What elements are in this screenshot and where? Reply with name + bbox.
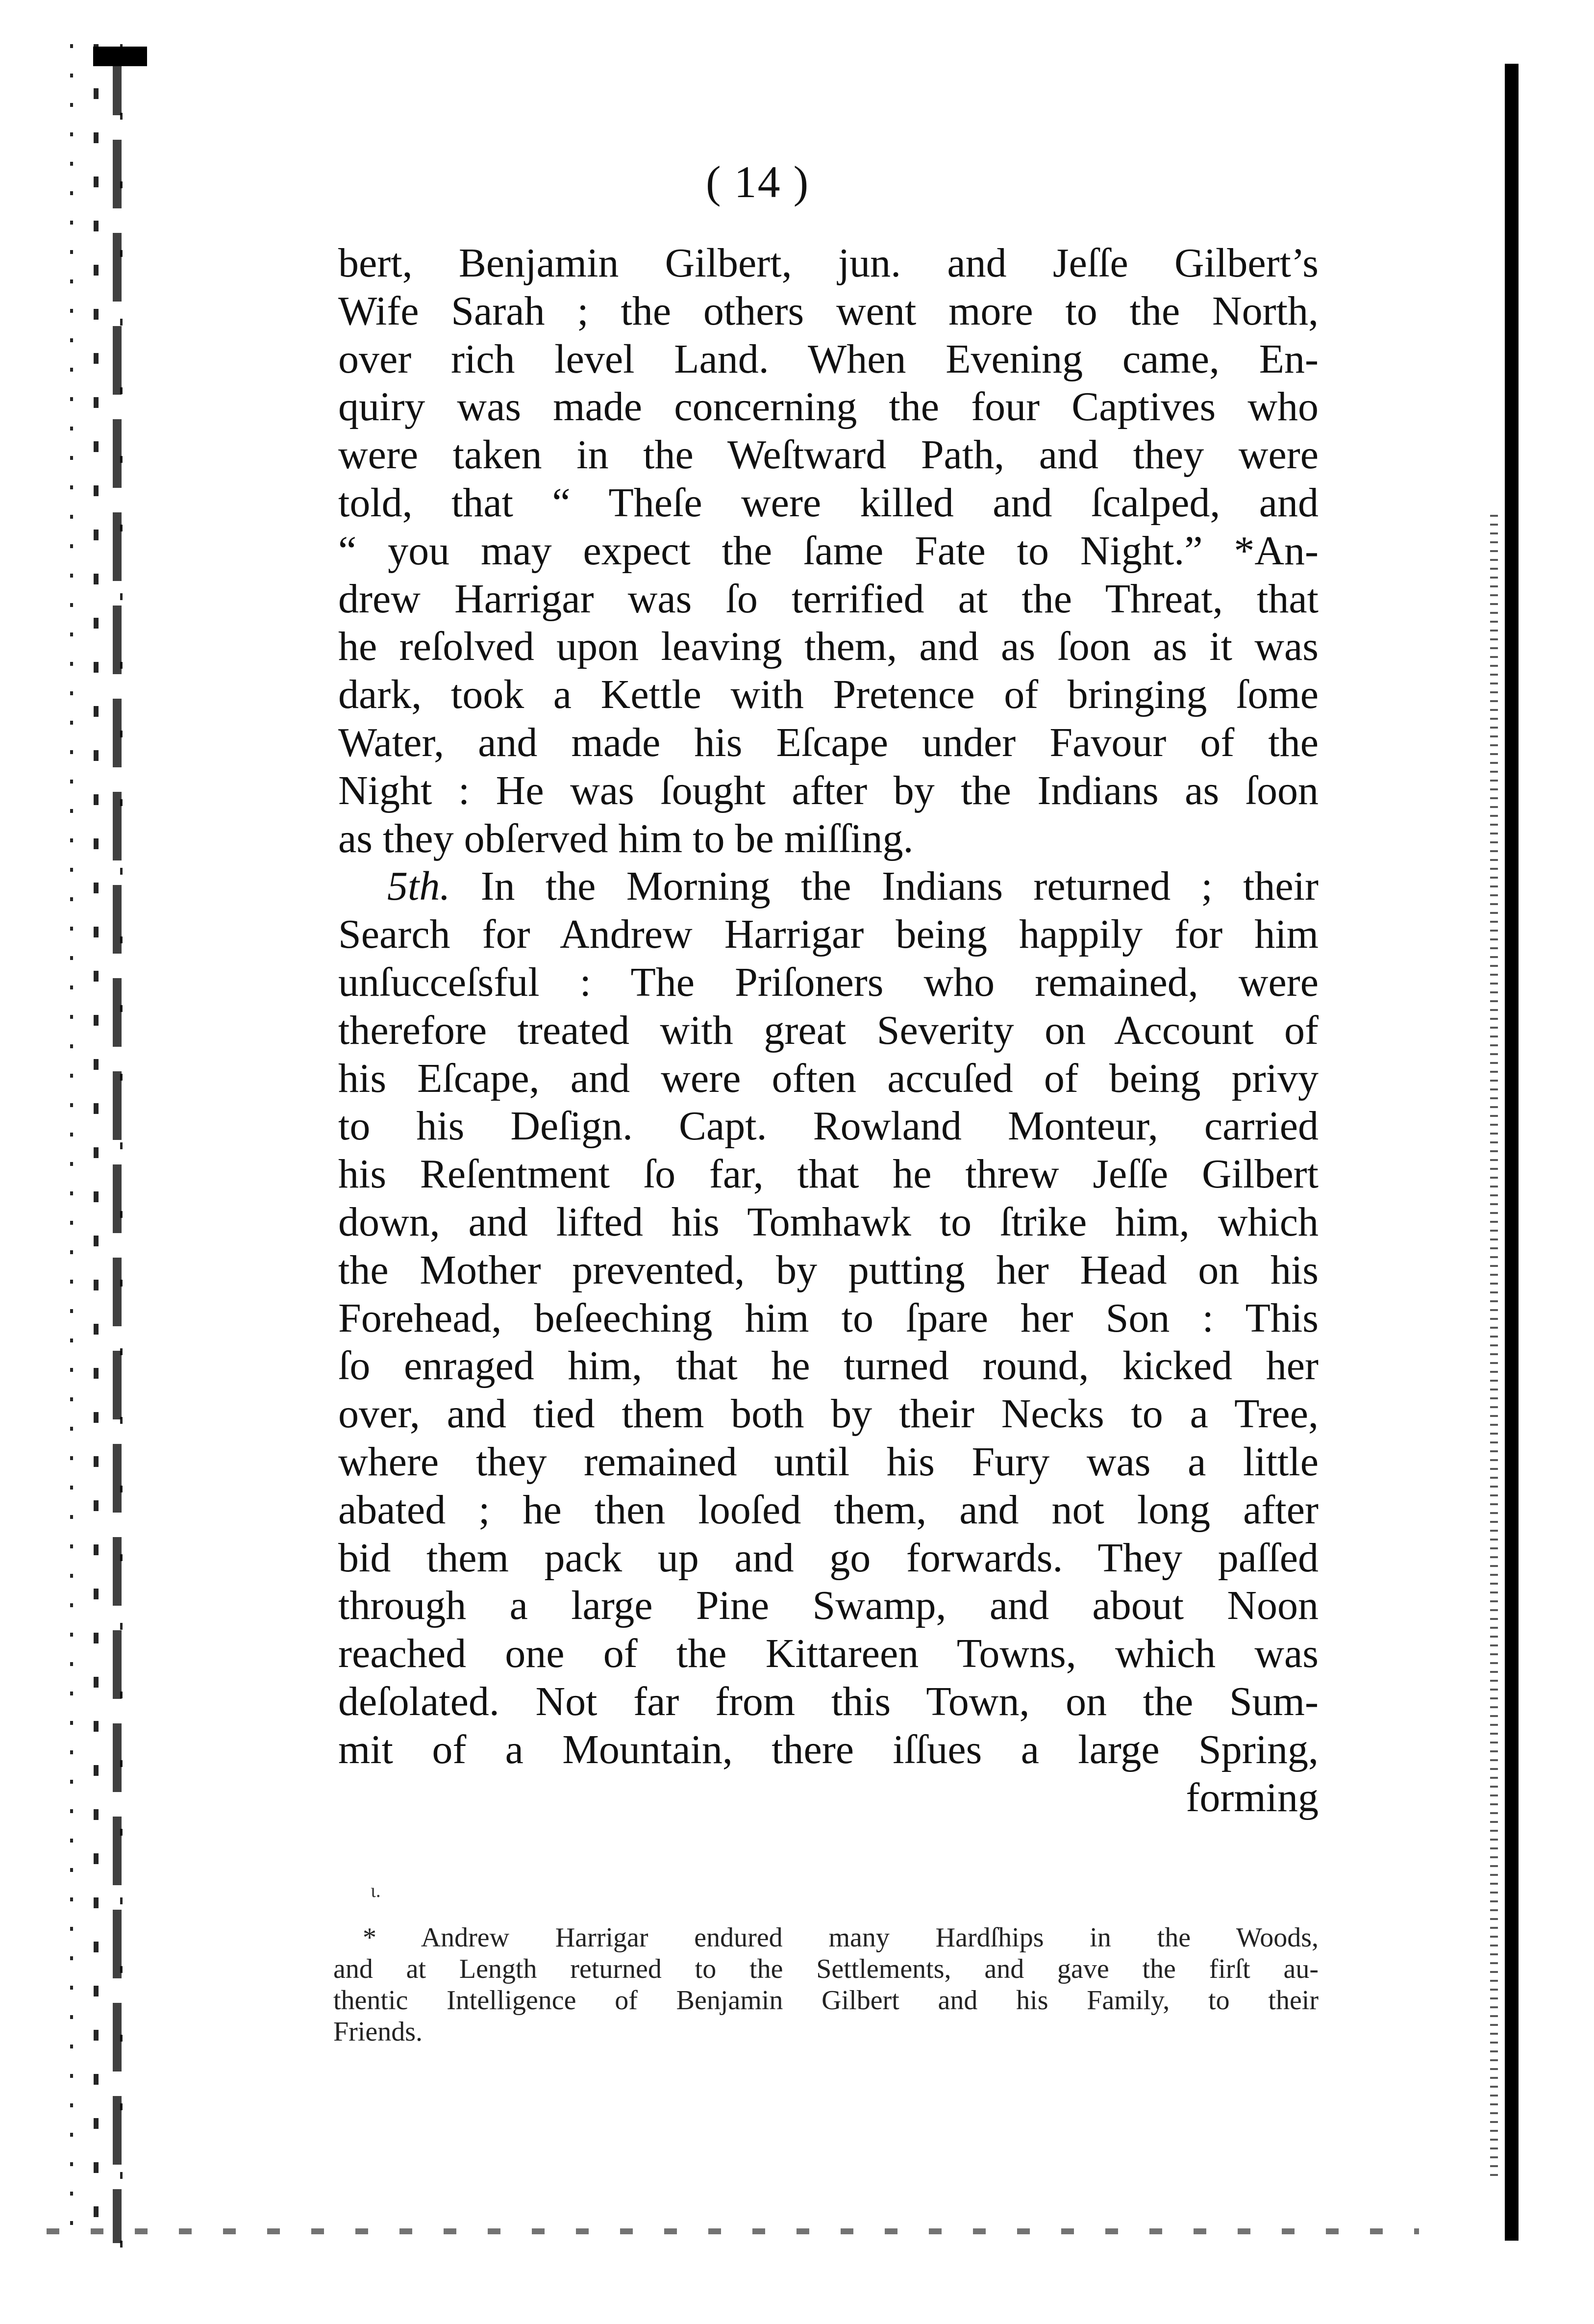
text-line: bert, Benjamin Gilbert, jun. and Jeſſe Gilbert’s bbox=[338, 240, 1319, 286]
text-line: Night : He was ſought after by the Indians as ſoon bbox=[338, 767, 1319, 813]
text-line: told, that “ Theſe were killed and ſcalped, and bbox=[338, 480, 1319, 526]
catchword: forming bbox=[1186, 1774, 1319, 1820]
text-line: were taken in the Weſtward Path, and they were bbox=[338, 432, 1319, 478]
text-line: Forehead, beſeeching him to ſpare her Son : This bbox=[338, 1295, 1319, 1341]
footnote-line: Friends. bbox=[333, 2017, 423, 2047]
text-line: where they remained until his Fury was a little bbox=[338, 1439, 1319, 1485]
footnote-line: and at Length returned to the Settlements, and gave the firſt au- bbox=[333, 1954, 1319, 1984]
text-line: ſo enraged him, that he turned round, kicked her bbox=[338, 1343, 1319, 1389]
footnote bbox=[333, 1922, 1319, 2047]
text-line: unſucceſsful : The Priſoners who remained, were bbox=[338, 959, 1319, 1005]
text-line: Water, and made his Eſcape under Favour of the bbox=[338, 719, 1319, 765]
date-mark: 5th. bbox=[387, 863, 450, 909]
scan-edge-right bbox=[1505, 64, 1519, 2241]
text-line: drew Harrigar was ſo terrified at the Threat, that bbox=[338, 576, 1319, 622]
footnote-line: * Andrew Harrigar endured many Hardſhips in the Woods, bbox=[363, 1922, 1319, 1953]
text-line: he reſolved upon leaving them, and as ſoon as it was bbox=[338, 624, 1319, 670]
text-line: “ you may expect the ſame Fate to Night.” *An- bbox=[338, 528, 1319, 574]
text-line: abated ; he then looſed them, and not long after bbox=[338, 1487, 1319, 1533]
text-line: reached one of the Kittareen Towns, which was bbox=[338, 1631, 1319, 1677]
scan-gutter-shadow bbox=[113, 47, 122, 2243]
paragraph-1 bbox=[338, 239, 1319, 862]
footnote-separator-mark: ɩ. bbox=[371, 1879, 381, 1901]
text-line: dark, took a Kettle with Pretence of bringing ſome bbox=[338, 672, 1319, 718]
text-line: In the Morning the Indians returned ; their bbox=[480, 863, 1319, 909]
text-line-with-date bbox=[338, 862, 1319, 910]
text-line: down, and lifted his Tomhawk to ſtrike him, which bbox=[338, 1199, 1319, 1245]
text-line: through a large Pine Swamp, and about Noon bbox=[338, 1583, 1319, 1629]
text-line: therefore treated with great Severity on Account of bbox=[338, 1007, 1319, 1053]
text-line: as they obſerved him to be miſſing. bbox=[338, 815, 914, 861]
text-line: deſolated. Not far from this Town, on the Sum- bbox=[338, 1678, 1319, 1724]
text-line: bid them pack up and go forwards. They paſſed bbox=[338, 1535, 1319, 1581]
text-line: mit of a Mountain, there iſſues a large Spring, bbox=[338, 1726, 1319, 1772]
footnote-line: thentic Intelligence of Benjamin Gilbert and his Family, to their bbox=[333, 1985, 1319, 2016]
main-text bbox=[338, 239, 1319, 1821]
text-line: to his Deſign. Capt. Rowland Monteur, carried bbox=[338, 1103, 1319, 1149]
paragraph-2 bbox=[338, 862, 1319, 1773]
text-line: over, and tied them both by their Necks to a Tree, bbox=[338, 1391, 1319, 1437]
text-line: Wife Sarah ; the others went more to the North, bbox=[338, 288, 1319, 334]
text-line: Search for Andrew Harrigar being happily for him bbox=[338, 911, 1319, 958]
text-line: his Eſcape, and were often accuſed of being privy bbox=[338, 1055, 1319, 1101]
page-number: ( 14 ) bbox=[706, 157, 810, 207]
text-line: over rich level Land. When Evening came, En- bbox=[338, 336, 1319, 382]
text-line: quiry was made concerning the four Captives who bbox=[338, 384, 1319, 430]
scan-edge-bottom bbox=[47, 2228, 1419, 2234]
scan-edge-right-noise bbox=[1490, 515, 1498, 2182]
text-line: his Reſentment ſo far, that he threw Jeſſe Gilbert bbox=[338, 1151, 1319, 1197]
text-line: the Mother prevented, by putting her Head on his bbox=[338, 1247, 1319, 1293]
